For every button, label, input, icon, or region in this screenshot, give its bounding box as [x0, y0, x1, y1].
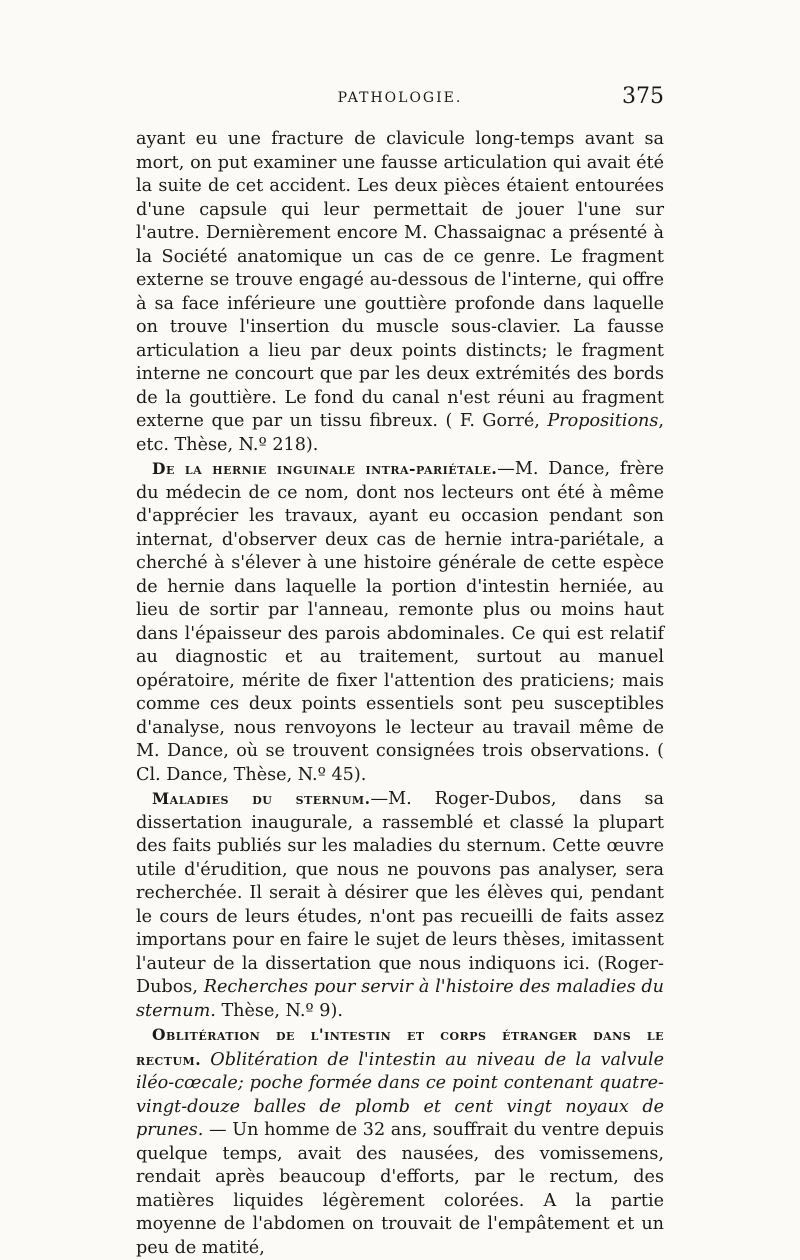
reference-end: Thèse, N.º 9). — [215, 1000, 343, 1021]
paragraph-text: —M. Roger-Dubos, dans sa dissertation inaugurale, a rassemblé et classé la plupart des faits publiés sur les maladies du sternum. Cette œuvre utile d'érudition, que nous ne pouvons pas analyser, sera recherchée. Il serait à désirer que les élèves qui, pendant le cours de leurs études, n'ont pas recueilli de faits assez importans pour en faire le sujet de leurs thèses, imitassent l'auteur de la dissertation que nous indiquons ici. (Roger-Dubos, — [136, 789, 665, 997]
running-title: PATHOLOGIE. — [337, 90, 463, 106]
section-heading-hernie: De la hernie inguinale intra-pariétale. — [152, 459, 498, 478]
section-subtitle: Oblitération de l'intestin au niveau de la valvule iléo-cœcale; poche formée dans ce point contenant quatre-vingt-douze balles de plomb et cent vingt noyaux de prunes. — [136, 1049, 664, 1140]
paragraph-clavicle — [136, 128, 664, 457]
paragraph-hernie — [136, 457, 664, 787]
section-heading-sternum: Maladies du sternum. — [152, 789, 371, 808]
paragraph-rectum — [136, 1023, 664, 1260]
paragraph-text: — Un homme de 32 ans, souffrait du ventre depuis quelque temps, avait des nausées, des vomissemens, rendait après beaucoup d'efforts, par le rectum, des matières liquides légèrement colorées. A la partie moyenne de l'abdomen on trouvait de l'empâtement et un peu de matité, — [136, 1120, 664, 1258]
paragraph-text: ayant eu une fracture de clavicule long-temps avant sa mort, on put examiner une fausse articulation qui avait été la suite de cet accident. Les deux pièces étaient entourées d'une capsule qui leur permettait de jouer l'une sur l'autre. Dernièrement encore M. Chassaignac a présenté à la Société anatomique un cas de ce genre. Le fragment externe se trouve engagé au-dessous de l'interne, qui offre à sa face inférieure une gouttière profonde dans laquelle on trouve l'insertion du muscle sous-clavier. La fausse articulation a lieu par deux points distincts; le fragment interne ne concourt que par les deux extrémités des bords de la gouttière. Le fond du canal n'est réuni au fragment externe que par un tissu fibreux. ( F. Gorré, — [136, 129, 664, 431]
reference-title: Recherches pour servir à l'histoire des maladies du sternum. — [136, 977, 664, 1021]
page-number: 375 — [622, 84, 664, 109]
paragraph-text: —M. Dance, frère du médecin de ce nom, dont nos lecteurs ont été à même d'apprécier les travaux, ayant eu occasion pendant son internat, d'observer deux cas de hernie intra-pariétale, a cherché à s'élever à une histoire générale de cette espèce de hernie dans laquelle la portion d'intestin herniée, au lieu de sortir par l'anneau, remonte plus ou moins haut dans l'épaisseur des parois abdominales. Ce qui est relatif au diagnostic et au traitement, surtout au manuel opératoire, mérite de fixer l'attention des praticiens; mais comme ces deux points essentiels sont peu susceptibles d'analyse, nous renvoyons le lecteur au travail même de M. Dance, où se trouvent consignées trois observations. ( Cl. Dance, Thèse, N.º 45). — [136, 459, 665, 785]
body-text — [136, 128, 664, 1260]
reference-title: Propositions — [547, 411, 659, 431]
section-heading-rectum: Oblitération de l'intestin et corps étranger dans le rectum. — [136, 1025, 664, 1069]
page-header — [136, 84, 664, 118]
reference-end: , etc. Thèse, N.º 218). — [136, 411, 664, 455]
paragraph-sternum — [136, 787, 664, 1023]
